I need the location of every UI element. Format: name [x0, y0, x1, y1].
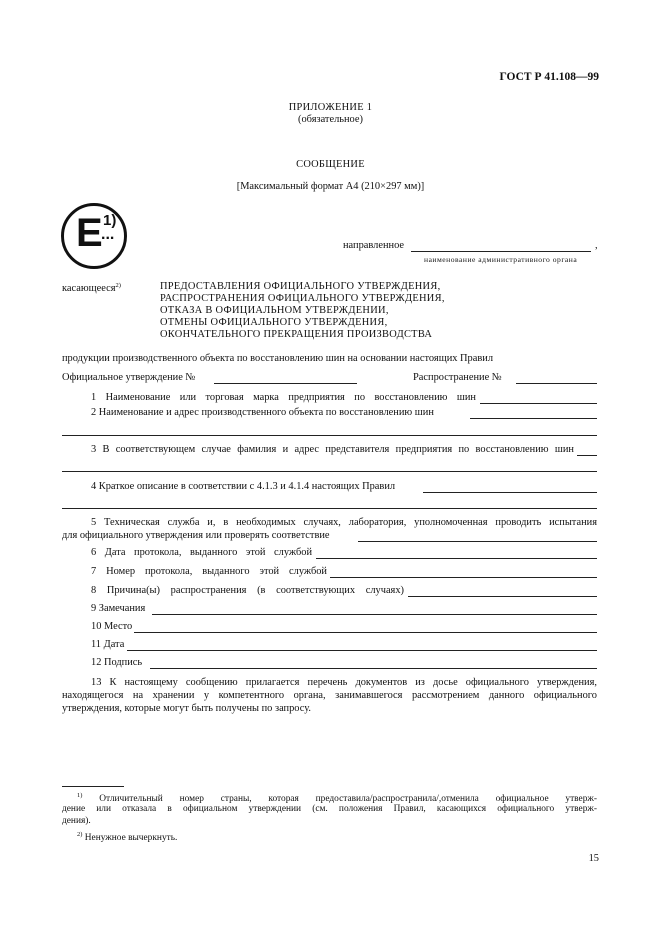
item-13-line-2: находящегося на хранении у компетентного органа, занимавшегося рассмотрением данного официального	[62, 690, 597, 701]
item-3-field-line-2[interactable]	[62, 471, 597, 472]
item-6-label: 6 Дата протокола, выданного этой службой	[91, 547, 312, 558]
approval-number-field[interactable]	[214, 383, 357, 384]
e-mark-emblem	[61, 203, 127, 269]
item-2-field[interactable]	[470, 418, 597, 419]
e-mark-dots: ...	[101, 226, 115, 243]
footnote-1-line-3: дения).	[62, 816, 91, 826]
item-7-label: 7 Номер протокола, выданного этой службой	[91, 566, 327, 577]
concerning-option-grant[interactable]: ПРЕДОСТАВЛЕНИЯ ОФИЦИАЛЬНОГО УТВЕРЖДЕНИЯ,	[160, 281, 441, 292]
item-8-field[interactable]	[408, 596, 597, 597]
item-9-field[interactable]	[152, 614, 597, 615]
item-4-label: 4 Краткое описание в соответствии с 4.1.3 и 4.1.4 настоящих Правил	[91, 481, 396, 492]
message-title: СООБЩЕНИЕ	[296, 159, 365, 170]
page-number: 15	[588, 853, 599, 864]
product-line: продукции производственного объекта по восстановлению шин на основании настоящих Правил	[62, 353, 494, 364]
item-2-label: 2 Наименование и адрес производственного объекта по восстановлению шин	[91, 407, 434, 418]
concerning-option-extension[interactable]: РАСПРОСТРАНЕНИЯ ОФИЦИАЛЬНОГО УТВЕРЖДЕНИЯ,	[160, 293, 445, 304]
footnote-2	[77, 831, 177, 843]
concerning-option-discontinued[interactable]: ОКОНЧАТЕЛЬНОГО ПРЕКРАЩЕНИЯ ПРОИЗВОДСТВА	[160, 329, 433, 340]
item-5-label-line-2: для официального утверждения или проверять соответствие	[62, 530, 330, 541]
item-10-field[interactable]	[134, 632, 597, 633]
concerning-footnote-ref: 2)	[115, 282, 121, 289]
item-11-label: 11 Дата	[91, 639, 125, 650]
item-5-label-line-1: 5 Техническая служба и, в необходимых случаях, лаборатория, уполномоченная проводить испытания	[91, 517, 597, 528]
item-4-field-line-2[interactable]	[62, 508, 597, 509]
sent-to-field[interactable]	[411, 251, 591, 252]
item-1-label: 1 Наименование или торговая марка предприятия по восстановлению шин	[91, 392, 476, 403]
item-8-label: 8 Причина(ы) распространения (в соответствующих случаях)	[91, 585, 404, 596]
item-2-field-line-2[interactable]	[62, 435, 597, 436]
footnote-1-line-2: дение или отказала в официальном утверждении (см. положения Правил, касающихся официального утверж-	[62, 804, 597, 814]
concerning-option-withdrawal[interactable]: ОТМЕНЫ ОФИЦИАЛЬНОГО УТВЕРЖДЕНИЯ,	[160, 317, 388, 328]
item-12-field[interactable]	[150, 668, 597, 669]
footnote-2-mark: 2)	[77, 831, 83, 838]
e-mark-letter: E	[76, 211, 103, 255]
standard-number: ГОСТ Р 41.108—99	[499, 71, 599, 83]
concerning-label	[62, 282, 121, 294]
e-mark-sup: 1)	[103, 212, 117, 229]
item-3-field[interactable]	[577, 455, 597, 456]
extension-number-field[interactable]	[516, 383, 597, 384]
item-11-field[interactable]	[127, 650, 597, 651]
concerning-option-refusal[interactable]: ОТКАЗА В ОФИЦИАЛЬНОМ УТВЕРЖДЕНИИ,	[160, 305, 389, 316]
format-note: [Максимальный формат А4 (210×297 мм)]	[236, 181, 425, 192]
item-13-line-3: утверждения, которые могут быть получены по запросу.	[62, 703, 311, 714]
approval-number-label: Официальное утверждение №	[62, 372, 196, 383]
item-9-label: 9 Замечания	[91, 603, 146, 614]
item-3-label: 3 В соответствующем случае фамилия и адрес представителя предприятия по восстановлению шин	[91, 444, 574, 455]
footnote-1-line-1	[77, 792, 597, 804]
item-5-field[interactable]	[358, 541, 597, 542]
item-12-label: 12 Подпись	[91, 657, 143, 668]
item-13-line-1: 13 К настоящему сообщению прилагается перечень документов из досье официального утверждения,	[91, 677, 597, 688]
sent-to-caption: наименование административного органа	[424, 255, 578, 264]
item-7-field[interactable]	[330, 577, 597, 578]
item-1-field[interactable]	[480, 403, 597, 404]
item-4-field[interactable]	[423, 492, 597, 493]
footnote-separator	[62, 786, 124, 787]
sent-to-label: направленное	[343, 240, 405, 251]
concerning-label-text: касающееся	[62, 283, 116, 294]
sent-to-trail: ,	[595, 240, 598, 251]
footnote-1-mark: 1)	[77, 792, 83, 799]
appendix-title: ПРИЛОЖЕНИЕ 1	[288, 102, 373, 113]
item-10-label: 10 Место	[91, 621, 133, 632]
appendix-subtitle: (обязательное)	[298, 114, 363, 125]
footnote-1-text: Отличительный номер страны, которая предоставила/распространила/,отменила официальное утверж-	[99, 794, 597, 804]
item-6-field[interactable]	[316, 558, 597, 559]
footnote-2-text: Ненужное вычеркнуть.	[84, 833, 178, 843]
extension-number-label: Распространение №	[413, 372, 502, 383]
